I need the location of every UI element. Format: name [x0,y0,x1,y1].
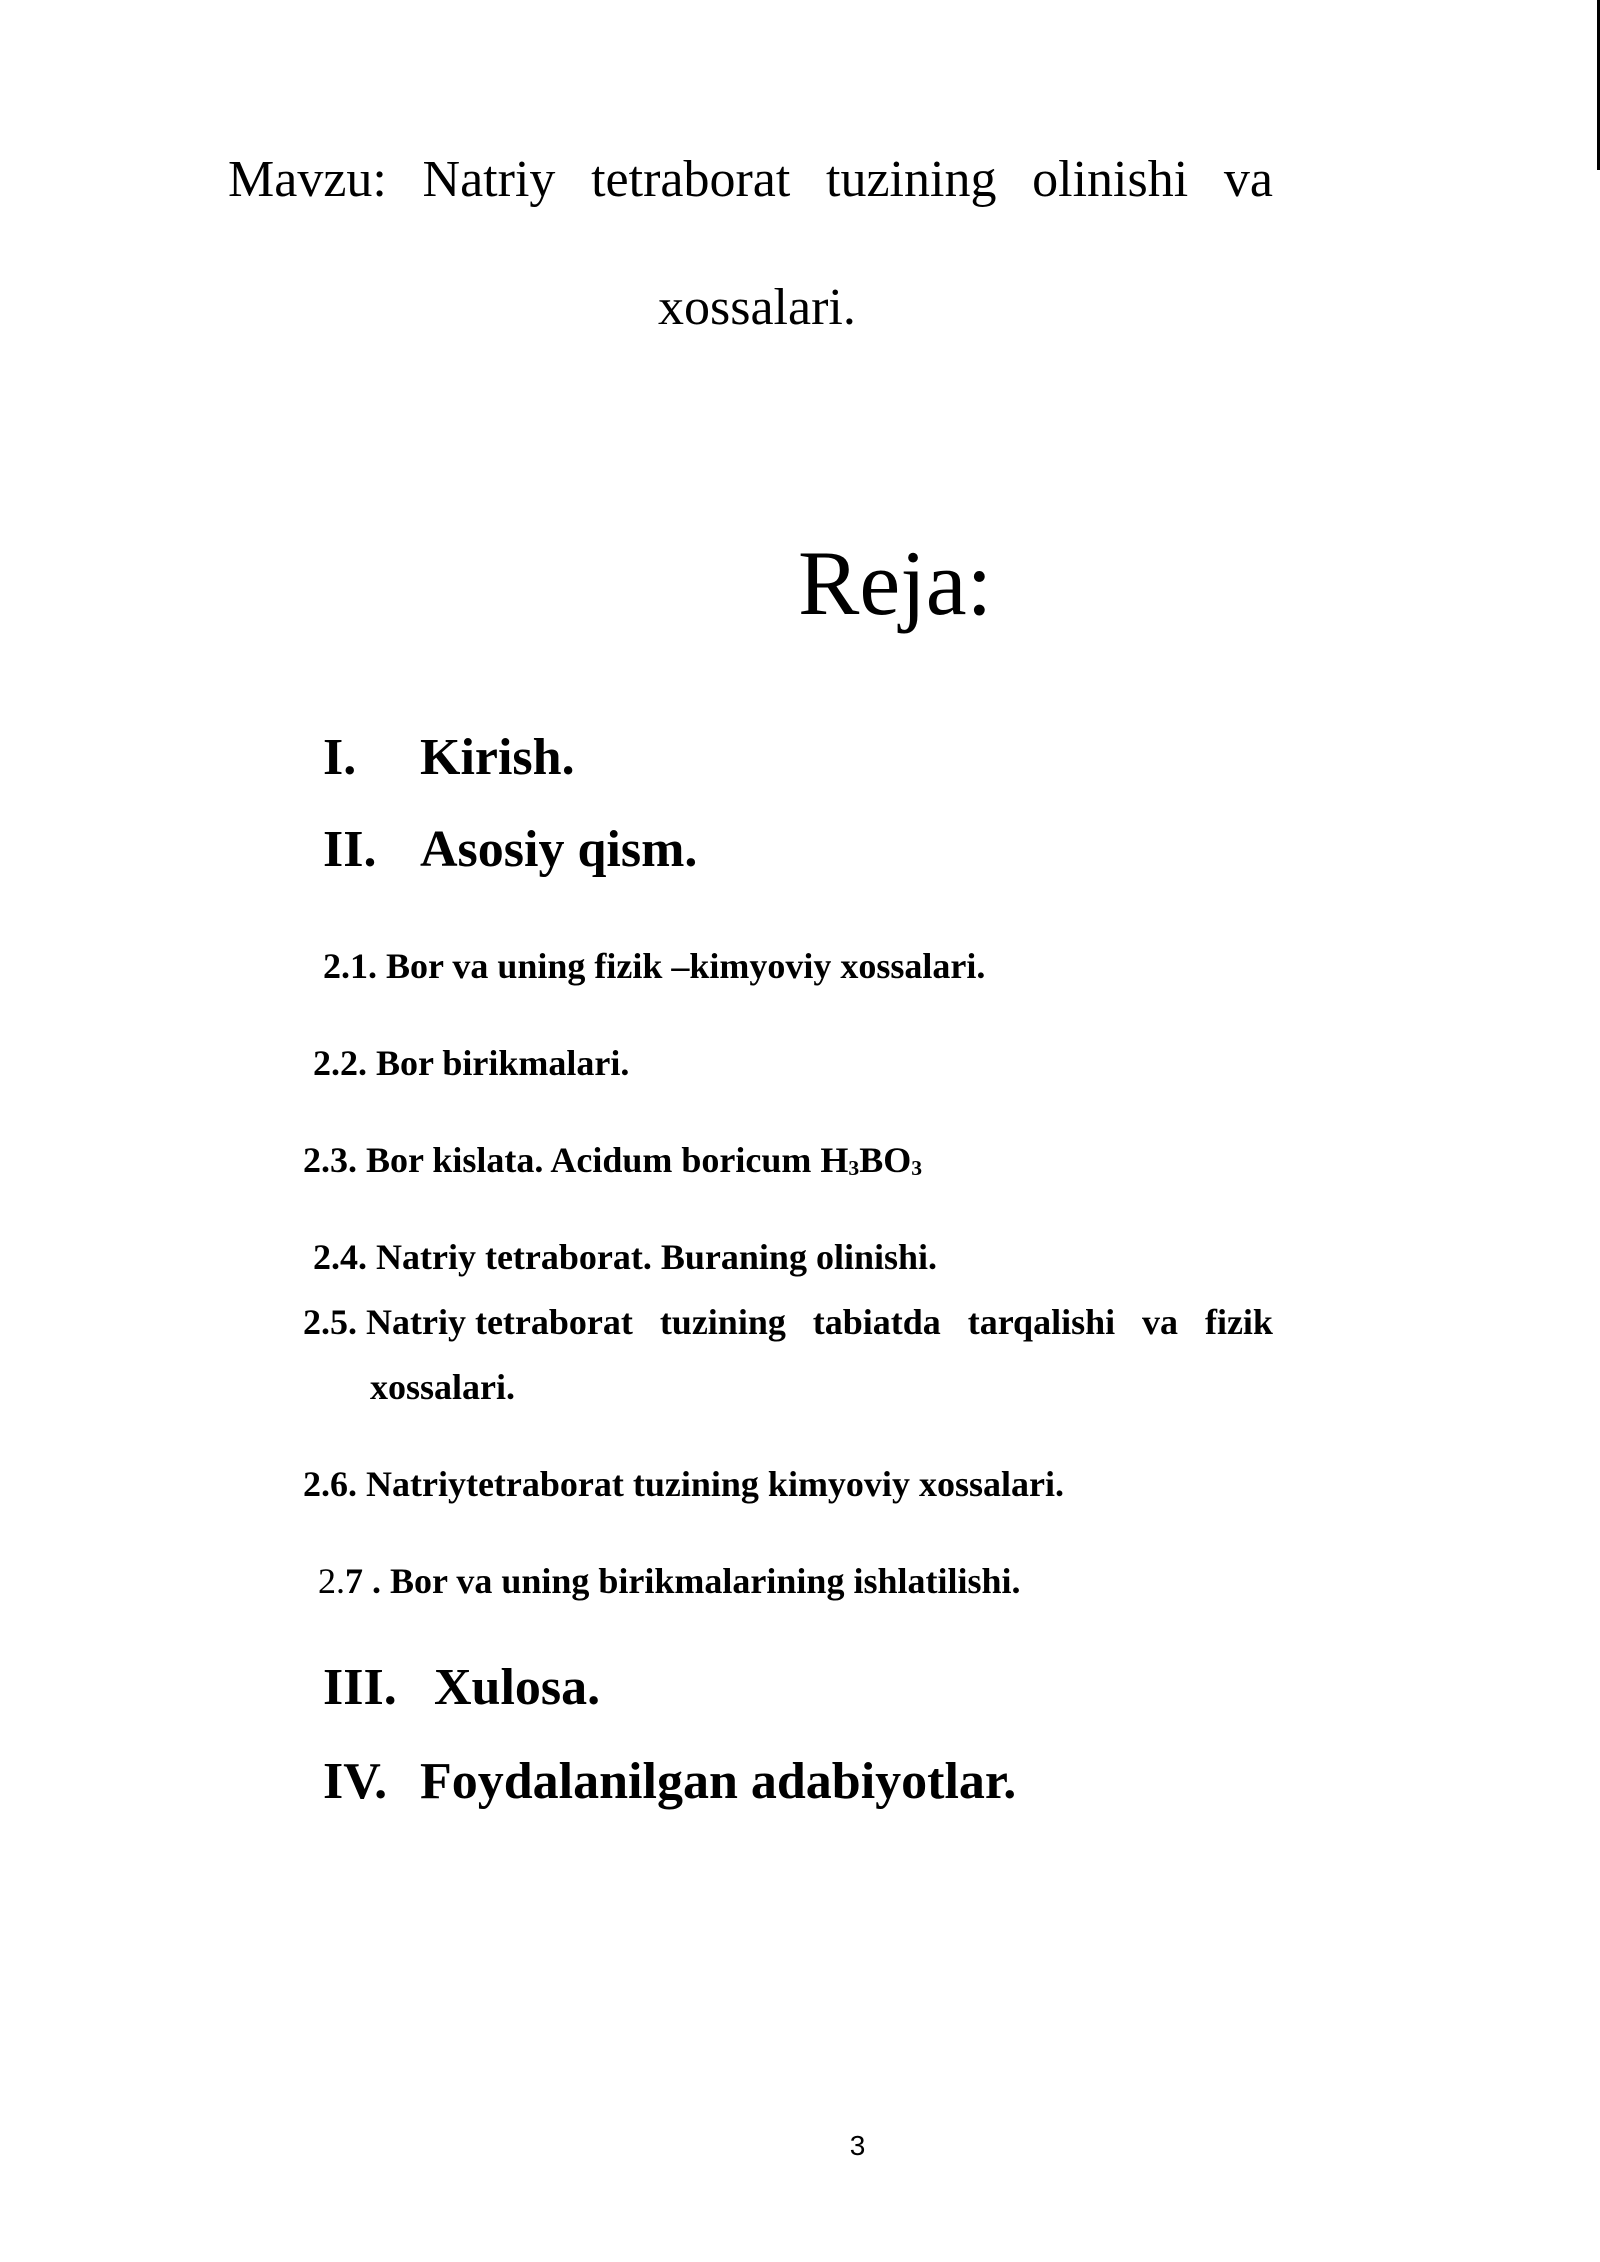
subsection-word: Natriy tetraborat [366,1302,633,1342]
title-word: va [1223,151,1273,208]
subsection-word: tarqalishi [967,1302,1116,1342]
subsection-number: 2.3. [303,1140,357,1180]
subsection-number: 2.4. [313,1237,367,1277]
subsection-item-2-1 [323,945,985,987]
section-label: Asosiy qism. [420,821,698,878]
section-label: Xulosa. [434,1659,601,1716]
subsection-word: tuzining [659,1302,786,1342]
subsection-word: va [1142,1302,1179,1342]
subsection-item-2-7 [318,1560,1021,1602]
subsection-number: 2.5. [303,1302,357,1342]
section-number: I. [323,729,357,786]
subsection-label: Bor birikmalari. [376,1043,630,1083]
section-number: IV. [323,1753,388,1810]
section-label: Kirish. [420,729,575,786]
subscript: 3 [848,1156,860,1181]
title-word: olinishi [1032,151,1189,208]
subsection-item-2-5 [303,1301,1273,1343]
subsection-item-2-4 [313,1236,937,1278]
subsection-item-2-3 [303,1139,922,1181]
title-word: tetraborat [591,151,791,208]
section-number: II. [323,821,377,878]
subsection-word: tabiatda [812,1302,941,1342]
subsection-number: 2.2. [313,1043,367,1083]
subsection-number-part: 7 . [345,1561,381,1601]
document-title-line-2: xossalari. [658,279,856,336]
subsection-word: fizik [1204,1302,1273,1342]
page-number: 3 [849,2130,866,2161]
subsection-label: Natriy tetraborat. Buraning olinishi. [376,1237,938,1277]
section-number: III. [323,1659,397,1716]
subsection-label: Bor va uning fizik –kimyoviy xossalari. [386,946,986,986]
section-item-4 [323,1752,1016,1811]
subsection-label-continuation: xossalari. [370,1367,516,1407]
subsection-number: 2.6. [303,1464,357,1504]
section-item-2 [323,820,697,879]
section-item-1 [323,728,575,787]
section-item-3 [323,1658,600,1717]
subsection-label: Bor kislata. Acidum boricum H [366,1140,849,1180]
title-word: Mavzu: [228,151,387,208]
formula-part: BO [859,1140,912,1180]
title-word: tuzining [826,151,997,208]
subsection-label: Bor va uning birikmalarining ishlatilishi. [390,1561,1021,1601]
subsection-label: Natriytetraborat tuzining kimyoviy xossalari. [366,1464,1064,1504]
subsection-number-part: 2. [318,1561,345,1601]
subscript: 3 [911,1156,922,1181]
subsection-item-2-6 [303,1463,1064,1505]
subsection-number: 2.1. [323,946,377,986]
title-word: Natriy [422,151,556,208]
subsection-item-2-2 [313,1042,629,1084]
plan-heading: Reja: [798,532,993,634]
section-label: Foydalanilgan adabiyotlar. [420,1753,1017,1810]
document-title-line-1 [228,150,1273,209]
subsection-number-and-label-start [303,1301,633,1343]
